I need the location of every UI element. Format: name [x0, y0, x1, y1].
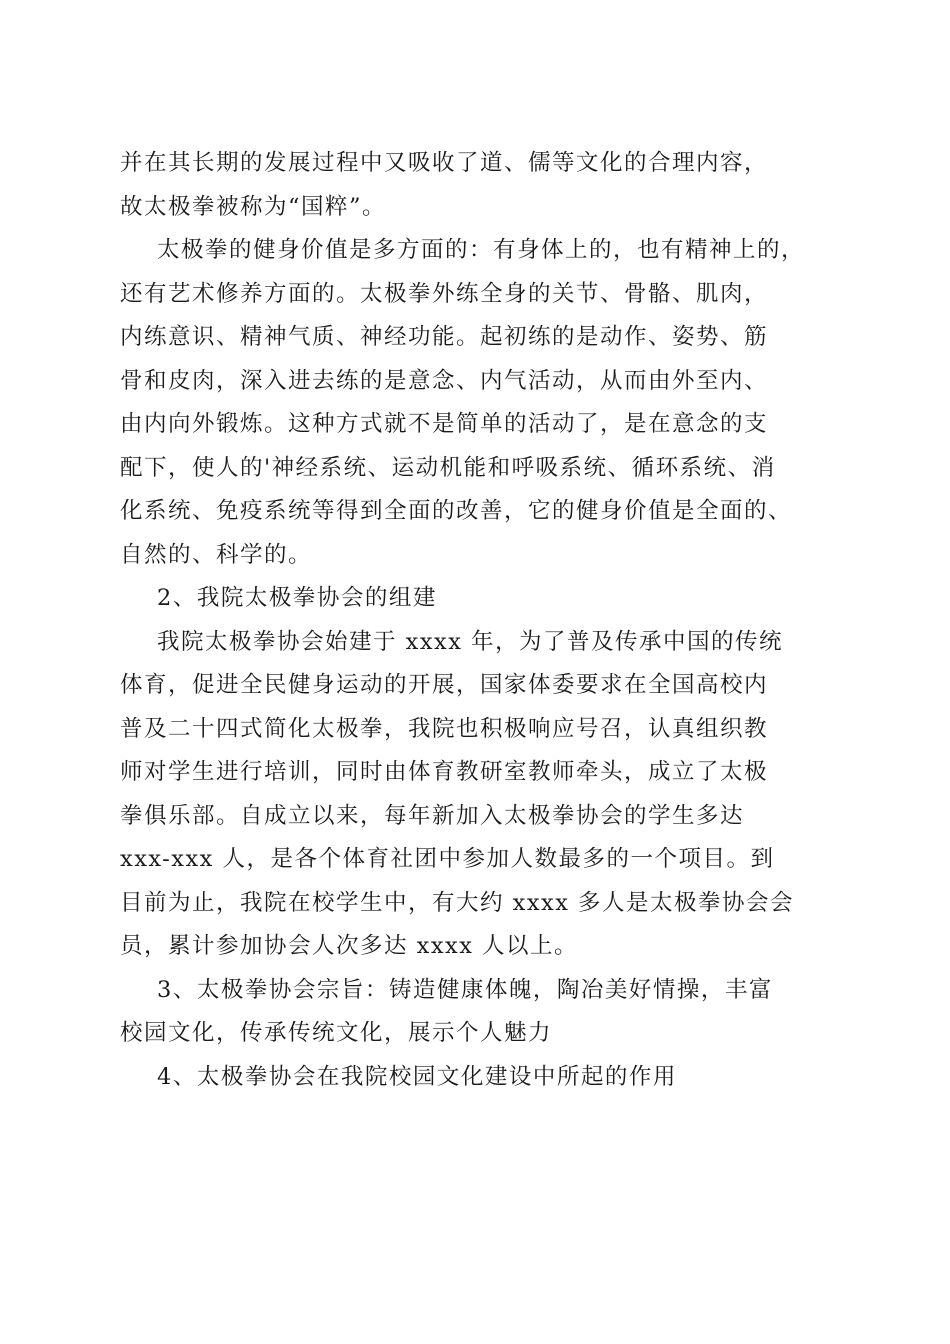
text-line: 配下，使人的'神经系统、运动机能和呼吸系统、循环系统、消 [120, 454, 776, 481]
text-line: 化系统、免疫系统等得到全面的改善，它的健身价值是全面的、 [120, 498, 793, 524]
text-line: 体育，促进全民健身运动的开展，国家体委要求在全国高校内 [120, 672, 769, 698]
text-line: 3、太极拳协会宗旨：铸造健康体魄，陶冶美好情操，丰富 [157, 976, 773, 1003]
text-line: 普及二十四式简化太极拳，我院也积极响应号召，认真组织教 [120, 715, 769, 742]
text-line: 4、太极拳协会在我院校园文化建设中所起的作用 [157, 1063, 677, 1090]
text-line: 拳俱乐部。自成立以来，每年新加入太极拳协会的学生多达 [120, 802, 745, 829]
text-line: 我院太极拳协会始建于 xxxx 年，为了普及传承中国的传统 [157, 628, 784, 655]
text-line: 内练意识、精神气质、神经功能。起初练的是动作、姿势、筋 [120, 324, 769, 350]
text-line: 骨和皮肉，深入进去练的是意念、内气活动，从而由外至内、 [120, 367, 769, 394]
text-line: 故太极拳被称为“国粹”。 [120, 193, 387, 220]
text-line: 还有艺术修养方面的。太极拳外练全身的关节、骨骼、肌肉， [120, 280, 769, 307]
text-line: xxx-xxx 人，是各个体育社团中参加人数最多的一个项目。到 [120, 846, 775, 872]
text-line: 由内向外锻炼。这种方式就不是简单的活动了，是在意念的支 [120, 411, 769, 437]
text-line: 太极拳的健身价值是多方面的：有身体上的，也有精神上的， [157, 237, 806, 263]
text-line: 并在其长期的发展过程中又吸收了道、儒等文化的合理内容， [120, 150, 769, 176]
document-body [120, 142, 830, 1099]
text-line: 自然的、科学的。 [120, 541, 313, 568]
text-line: 校园文化，传承传统文化，展示个人魅力 [120, 1020, 553, 1046]
text-line: 员，累计参加协会人次多达 xxxx 人以上。 [120, 933, 579, 959]
text-line: 师对学生进行培训，同时由体育教研室教师牵头，成立了太极 [120, 759, 769, 785]
text-line: 2、我院太极拳协会的组建 [157, 585, 437, 611]
text-line: 目前为止，我院在校学生中，有大约 xxxx 多人是太极拳协会会 [120, 889, 795, 916]
